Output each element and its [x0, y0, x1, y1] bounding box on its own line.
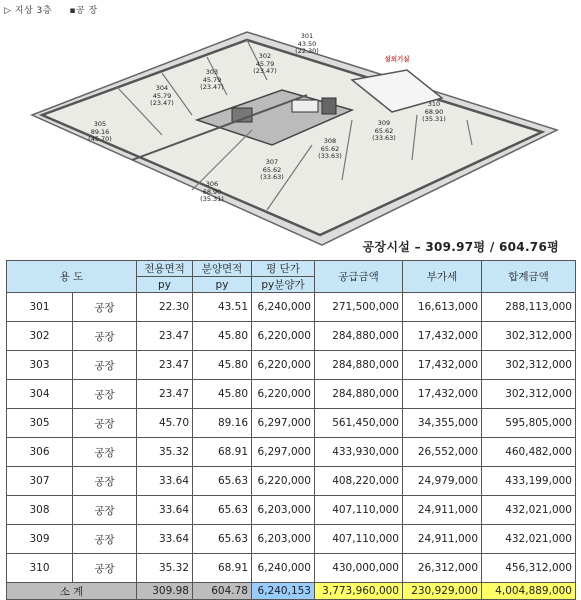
unit-304-no: 304: [155, 84, 169, 92]
header-unit-price-sub: py분양가: [252, 277, 315, 293]
supply-amount-cell: 407,110,000: [315, 496, 403, 525]
exclusive-area-cell: 33.64: [137, 525, 193, 554]
unit-price-cell: 6,297,000: [252, 409, 315, 438]
supply-amount-cell: 430,000,000: [315, 554, 403, 583]
supply-amount-cell: 271,500,000: [315, 293, 403, 322]
table-row: [7, 322, 576, 351]
unit-310-sub: (35.31): [422, 115, 446, 123]
unit-type-cell: 공장: [73, 409, 137, 438]
table-row: [7, 496, 576, 525]
total-amount-cell: 456,312,000: [482, 554, 576, 583]
page-header: [4, 3, 112, 16]
unit-number-cell: 308: [7, 496, 73, 525]
total-amount-cell: 460,482,000: [482, 438, 576, 467]
vat-cell: 26,552,000: [403, 438, 482, 467]
vat-cell: 16,613,000: [403, 293, 482, 322]
table-row: [7, 293, 576, 322]
unit-303-no: 303: [205, 68, 219, 76]
unit-price-table: [6, 260, 576, 600]
supply-amount-cell: 284,880,000: [315, 380, 403, 409]
exclusive-area-cell: 33.64: [137, 496, 193, 525]
supply-amount-cell: 407,110,000: [315, 525, 403, 554]
sale-area-cell: 45.80: [193, 351, 252, 380]
vat-cell: 17,432,000: [403, 322, 482, 351]
unit-306-sub: (35.31): [200, 195, 224, 203]
sale-area-cell: 65.63: [193, 496, 252, 525]
vat-cell: 24,911,000: [403, 496, 482, 525]
table-row: [7, 525, 576, 554]
total-amount-cell: 302,312,000: [482, 380, 576, 409]
table-row: [7, 554, 576, 583]
total-amount-cell: 595,805,000: [482, 409, 576, 438]
unit-type-cell: 공장: [73, 438, 137, 467]
facility-caption: 공장시설 – 309.97평 / 604.76평: [362, 240, 559, 254]
usage-label: ▪공 장: [69, 6, 98, 16]
header-use: 용 도: [7, 261, 137, 293]
unit-310-area: 68.90: [424, 108, 444, 116]
total-amount-cell: 288,113,000: [482, 293, 576, 322]
unit-305-sub: (45.70): [88, 135, 112, 143]
unit-number-cell: 302: [7, 322, 73, 351]
unit-number-cell: 301: [7, 293, 73, 322]
header-unit-price: 평 단가: [252, 261, 315, 277]
unit-price-cell: 6,240,000: [252, 554, 315, 583]
unit-type-cell: 공장: [73, 496, 137, 525]
exclusive-area-cell: 23.47: [137, 351, 193, 380]
table-row: [7, 409, 576, 438]
total-amount-cell: 302,312,000: [482, 351, 576, 380]
unit-price-cell: 6,203,000: [252, 525, 315, 554]
floor-label: ▷ 지상 3층: [4, 6, 52, 16]
header-sale-area: 분양면적: [193, 261, 252, 277]
subtotal-row: [7, 583, 576, 600]
subtotal-vat: 230,929,000: [403, 583, 482, 600]
unit-price-cell: 6,220,000: [252, 380, 315, 409]
unit-price-cell: 6,220,000: [252, 467, 315, 496]
unit-price-cell: 6,297,000: [252, 438, 315, 467]
exclusive-area-cell: 33.64: [137, 467, 193, 496]
sale-area-cell: 65.63: [193, 467, 252, 496]
sale-area-cell: 43.51: [193, 293, 252, 322]
unit-301-no: 301: [300, 32, 314, 40]
unit-number-cell: 304: [7, 380, 73, 409]
vat-cell: 34,355,000: [403, 409, 482, 438]
unit-307-sub: (33.63): [260, 173, 284, 181]
sale-area-cell: 68.91: [193, 554, 252, 583]
supply-amount-cell: 284,880,000: [315, 322, 403, 351]
header-vat: 부가세: [403, 261, 482, 293]
unit-303-area: 45.79: [202, 76, 222, 84]
sale-area-cell: 68.91: [193, 438, 252, 467]
unit-type-cell: 공장: [73, 293, 137, 322]
header-unit-py-1: py: [137, 277, 193, 293]
subtotal-supply: 3,773,960,000: [315, 583, 403, 600]
unit-301-area: 43.50: [297, 40, 317, 48]
unit-308-no: 308: [323, 137, 337, 145]
unit-number-cell: 309: [7, 525, 73, 554]
floor-area: [42, 40, 542, 235]
vat-cell: 24,979,000: [403, 467, 482, 496]
vat-cell: 26,312,000: [403, 554, 482, 583]
unit-number-cell: 307: [7, 467, 73, 496]
unit-type-cell: 공장: [73, 467, 137, 496]
unit-price-cell: 6,203,000: [252, 496, 315, 525]
unit-301-sub: (22.30): [295, 47, 319, 55]
subtotal-exclusive: 309.98: [137, 583, 193, 600]
unit-price-cell: 6,240,000: [252, 293, 315, 322]
header-exclusive: 전용면적: [137, 261, 193, 277]
total-amount-cell: 432,021,000: [482, 525, 576, 554]
unit-type-cell: 공장: [73, 322, 137, 351]
header-total: 합계금액: [482, 261, 576, 293]
unit-305-area: 89.16: [90, 128, 110, 136]
header-unit-py-2: py: [193, 277, 252, 293]
table-row: [7, 380, 576, 409]
unit-type-cell: 공장: [73, 380, 137, 409]
total-amount-cell: 302,312,000: [482, 322, 576, 351]
sale-area-cell: 89.16: [193, 409, 252, 438]
supply-amount-cell: 433,930,000: [315, 438, 403, 467]
unit-type-cell: 공장: [73, 525, 137, 554]
table-row: [7, 438, 576, 467]
sale-area-cell: 65.63: [193, 525, 252, 554]
unit-type-cell: 공장: [73, 351, 137, 380]
unit-price-cell: 6,220,000: [252, 351, 315, 380]
floor-plan: [22, 20, 562, 250]
unit-307-area: 65.62: [262, 166, 282, 174]
exclusive-area-cell: 35.32: [137, 554, 193, 583]
vat-cell: 17,432,000: [403, 351, 482, 380]
unit-304-area: 45.79: [152, 92, 172, 100]
unit-303-sub: (23.47): [200, 83, 224, 91]
unit-308-sub: (33.63): [318, 152, 342, 160]
unit-302-area: 45.79: [255, 60, 275, 68]
unit-number-cell: 306: [7, 438, 73, 467]
exclusive-area-cell: 35.32: [137, 438, 193, 467]
unit-304-sub: (23.47): [150, 99, 174, 107]
table-body: [7, 293, 576, 583]
subtotal-price: 6,240,153: [252, 583, 315, 600]
table-row: [7, 467, 576, 496]
subtotal-label: 소 계: [7, 583, 137, 600]
subtotal-sale: 604.78: [193, 583, 252, 600]
header-supply: 공급금액: [315, 261, 403, 293]
total-amount-cell: 432,021,000: [482, 496, 576, 525]
table-row: [7, 351, 576, 380]
supply-amount-cell: 408,220,000: [315, 467, 403, 496]
vat-cell: 17,432,000: [403, 380, 482, 409]
vat-cell: 24,911,000: [403, 525, 482, 554]
unit-306-no: 306: [205, 180, 219, 188]
sale-area-cell: 45.80: [193, 380, 252, 409]
subtotal-total: 4,004,889,000: [482, 583, 576, 600]
unit-302-no: 302: [258, 52, 272, 60]
unit-309-area: 65.62: [374, 127, 394, 135]
unit-302-sub: (23.47): [253, 67, 277, 75]
supply-amount-cell: 561,450,000: [315, 409, 403, 438]
sale-area-cell: 45.80: [193, 322, 252, 351]
unit-number-cell: 305: [7, 409, 73, 438]
unit-309-no: 309: [377, 119, 391, 127]
supply-amount-cell: 284,880,000: [315, 351, 403, 380]
exclusive-area-cell: 23.47: [137, 322, 193, 351]
unit-305-no: 305: [93, 120, 107, 128]
unit-number-cell: 303: [7, 351, 73, 380]
unit-type-cell: 공장: [73, 554, 137, 583]
exclusive-area-cell: 22.30: [137, 293, 193, 322]
exclusive-area-cell: 45.70: [137, 409, 193, 438]
exclusive-area-cell: 23.47: [137, 380, 193, 409]
unit-307-no: 307: [265, 158, 279, 166]
unit-310-no: 310: [427, 100, 441, 108]
unit-306-area: 68.90: [202, 188, 222, 196]
unit-number-cell: 310: [7, 554, 73, 583]
unit-309-sub: (33.63): [372, 134, 396, 142]
total-amount-cell: 433,199,000: [482, 467, 576, 496]
amenity-label: 설외기실: [384, 55, 410, 63]
unit-price-cell: 6,220,000: [252, 322, 315, 351]
unit-308-area: 65.62: [320, 145, 340, 153]
